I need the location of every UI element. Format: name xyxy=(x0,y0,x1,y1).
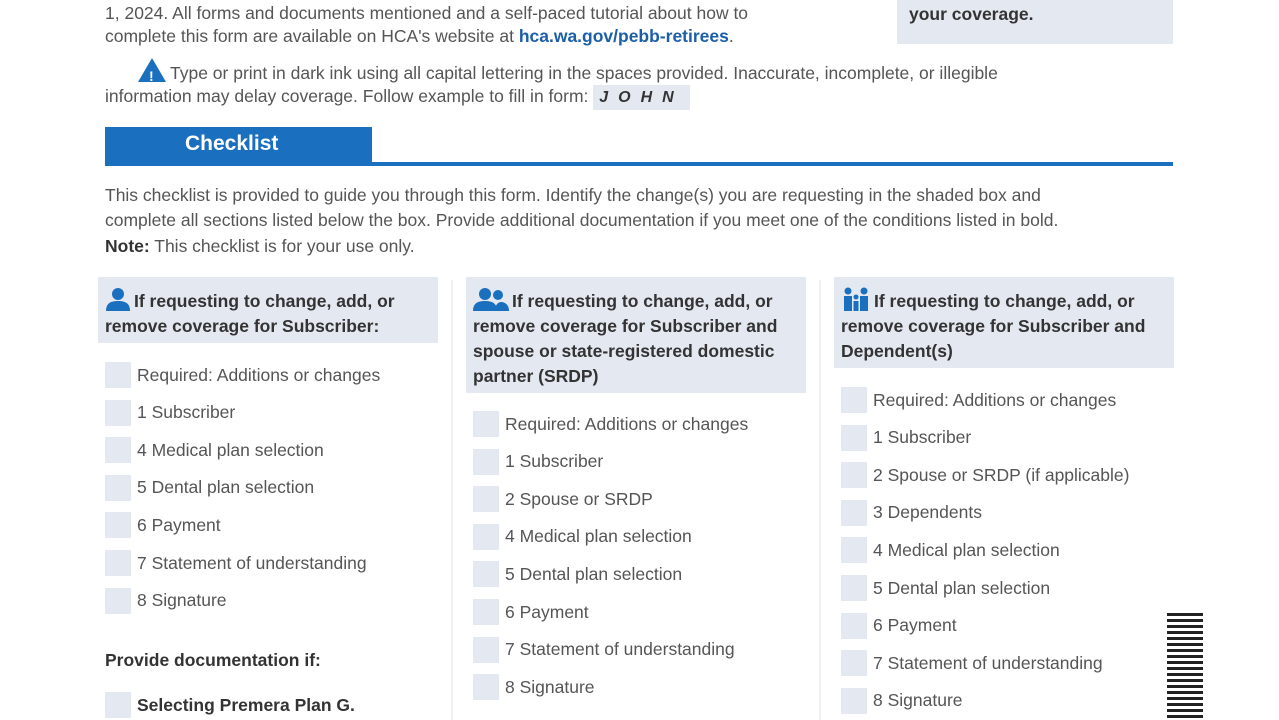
checkbox-label: Required: Additions or changes xyxy=(505,413,749,434)
checklist-item[interactable] xyxy=(473,672,595,702)
heading-rule xyxy=(105,162,1173,166)
checklist-note xyxy=(105,234,415,259)
checkbox-label: 5 Dental plan selection xyxy=(873,577,1051,598)
checkbox[interactable] xyxy=(841,425,867,451)
column-divider xyxy=(819,280,821,720)
family-icon xyxy=(841,287,871,311)
checkbox-label: Required: Additions or changes xyxy=(873,389,1117,410)
intro-line-1: 1, 2024. All forms and documents mentioned and a self-paced tutorial about how to xyxy=(105,3,749,23)
note-text: This checklist is for your use only. xyxy=(149,236,415,256)
warning-icon: ! xyxy=(138,58,166,82)
column-header-subscriber xyxy=(98,277,438,343)
column-header-subscriber-spouse xyxy=(466,277,806,393)
checkbox-label: 6 Payment xyxy=(505,601,589,622)
checkbox-label: 8 Signature xyxy=(505,676,595,697)
checkbox[interactable] xyxy=(105,512,131,538)
checkbox[interactable] xyxy=(105,400,131,426)
checklist-item[interactable] xyxy=(473,447,603,477)
checkbox-label: 1 Subscriber xyxy=(505,451,604,472)
checklist-item[interactable] xyxy=(105,398,235,428)
checkbox[interactable] xyxy=(105,550,131,576)
checklist-item[interactable] xyxy=(473,484,653,514)
checkbox-label: 3 Dependents xyxy=(873,502,982,523)
checkbox-label: 1 Subscriber xyxy=(137,402,236,423)
checkbox-label: 7 Statement of understanding xyxy=(505,639,735,660)
checklist-item[interactable] xyxy=(841,498,982,528)
checklist-item[interactable] xyxy=(105,435,324,465)
checkbox[interactable] xyxy=(105,437,131,463)
column-header-text: If requesting to change, add, or remove coverage for Subscriber and spouse or state-registered domestic partner (SRDP) xyxy=(473,291,778,386)
checkbox[interactable] xyxy=(841,537,867,563)
checkbox-label: 6 Payment xyxy=(873,615,957,636)
note-label: Note: xyxy=(105,236,150,256)
checkbox-label: Selecting Premera Plan G. xyxy=(137,694,355,715)
column-header-text: If requesting to change, add, or remove coverage for Subscriber: xyxy=(105,291,395,336)
coverage-note-box xyxy=(897,0,1173,44)
checklist-item[interactable] xyxy=(841,385,1116,415)
checkbox-label: 4 Medical plan selection xyxy=(137,439,324,460)
doc-checkbox-item[interactable] xyxy=(105,690,355,720)
warning-line-2 xyxy=(105,84,690,110)
intro-text: complete this form are available on HCA's website at xyxy=(105,26,519,46)
checkbox[interactable] xyxy=(473,411,499,437)
checklist-desc-1: This checklist is provided to guide you through this form. Identify the change(s) you are requesting in the shaded box and xyxy=(105,185,1041,205)
checklist-item[interactable] xyxy=(105,473,314,503)
hca-link[interactable]: hca.wa.gov/pebb-retirees xyxy=(518,26,729,46)
checklist-item[interactable] xyxy=(841,573,1050,603)
checkbox[interactable] xyxy=(473,486,499,512)
coverage-note: your coverage. xyxy=(909,4,1034,24)
period: . xyxy=(728,26,734,46)
checklist-item[interactable] xyxy=(841,460,1129,490)
checkbox-label: 5 Dental plan selection xyxy=(137,477,315,498)
checklist-item[interactable] xyxy=(473,522,692,552)
checklist-item[interactable] xyxy=(105,360,380,390)
checkbox-label: 7 Statement of understanding xyxy=(137,552,367,573)
checkbox-label: 2 Spouse or SRDP (if applicable) xyxy=(873,464,1130,485)
checkbox[interactable] xyxy=(473,599,499,625)
warning-text: Type or print in dark ink using all capital lettering in the spaces provided. Inaccurate, incomplete, or illegible xyxy=(170,63,998,83)
checkbox[interactable] xyxy=(841,613,867,639)
checkbox[interactable] xyxy=(473,637,499,663)
checklist-item[interactable] xyxy=(105,510,221,540)
checklist-item[interactable] xyxy=(105,548,367,578)
checklist-item[interactable] xyxy=(841,686,963,716)
warning-text-2: information may delay coverage. Follow example to fill in form: xyxy=(105,86,589,106)
intro-line-2 xyxy=(105,24,734,49)
checkbox-label: 7 Statement of understanding xyxy=(873,652,1103,673)
checkbox-label: 2 Spouse or SRDP xyxy=(505,488,653,509)
checkbox[interactable] xyxy=(841,500,867,526)
checklist-desc-2: complete all sections listed below the box. Provide additional documentation if you meet one of the conditions listed in bold. xyxy=(105,210,1059,230)
checkbox[interactable] xyxy=(473,524,499,550)
checkbox[interactable] xyxy=(473,674,499,700)
barcode xyxy=(1167,613,1203,720)
checklist-item[interactable] xyxy=(841,423,971,453)
checkbox-label: 8 Signature xyxy=(137,590,227,611)
checkbox-label: 4 Medical plan selection xyxy=(873,539,1060,560)
person-icon xyxy=(105,287,131,311)
checkbox-label: 6 Payment xyxy=(137,514,221,535)
warning-line-1 xyxy=(138,58,998,86)
checklist-item[interactable] xyxy=(473,635,735,665)
checkbox-label: 4 Medical plan selection xyxy=(505,526,692,547)
checkbox[interactable] xyxy=(841,387,867,413)
checklist-item[interactable] xyxy=(841,611,957,641)
checkbox-label: 1 Subscriber xyxy=(873,427,972,448)
checkbox-label: Required: Additions or changes xyxy=(137,364,381,385)
checkbox-label: 5 Dental plan selection xyxy=(505,563,683,584)
example-box: JOHN xyxy=(593,85,689,110)
checkbox[interactable] xyxy=(841,650,867,676)
checklist-item[interactable] xyxy=(105,586,227,616)
checkbox-label: 8 Signature xyxy=(873,690,963,711)
checkbox[interactable] xyxy=(105,588,131,614)
column-divider xyxy=(451,280,453,720)
checklist-item[interactable] xyxy=(473,597,589,627)
checkbox[interactable] xyxy=(841,688,867,714)
column-header-subscriber-dependents xyxy=(834,277,1174,368)
checklist-heading: Checklist xyxy=(105,127,372,165)
checklist-item[interactable] xyxy=(473,409,748,439)
checkbox[interactable] xyxy=(473,449,499,475)
checklist-item[interactable] xyxy=(473,559,682,589)
checkbox[interactable] xyxy=(105,475,131,501)
two-people-icon xyxy=(473,287,509,311)
checklist-item[interactable] xyxy=(841,535,1060,565)
checkbox[interactable] xyxy=(841,462,867,488)
checkbox[interactable] xyxy=(473,561,499,587)
documentation-title: Provide documentation if: xyxy=(105,650,321,670)
checkbox[interactable] xyxy=(841,575,867,601)
checklist-item[interactable] xyxy=(841,648,1103,678)
checkbox[interactable] xyxy=(105,692,131,718)
checkbox[interactable] xyxy=(105,362,131,388)
column-header-text: If requesting to change, add, or remove coverage for Subscriber and Dependent(s) xyxy=(841,291,1146,361)
